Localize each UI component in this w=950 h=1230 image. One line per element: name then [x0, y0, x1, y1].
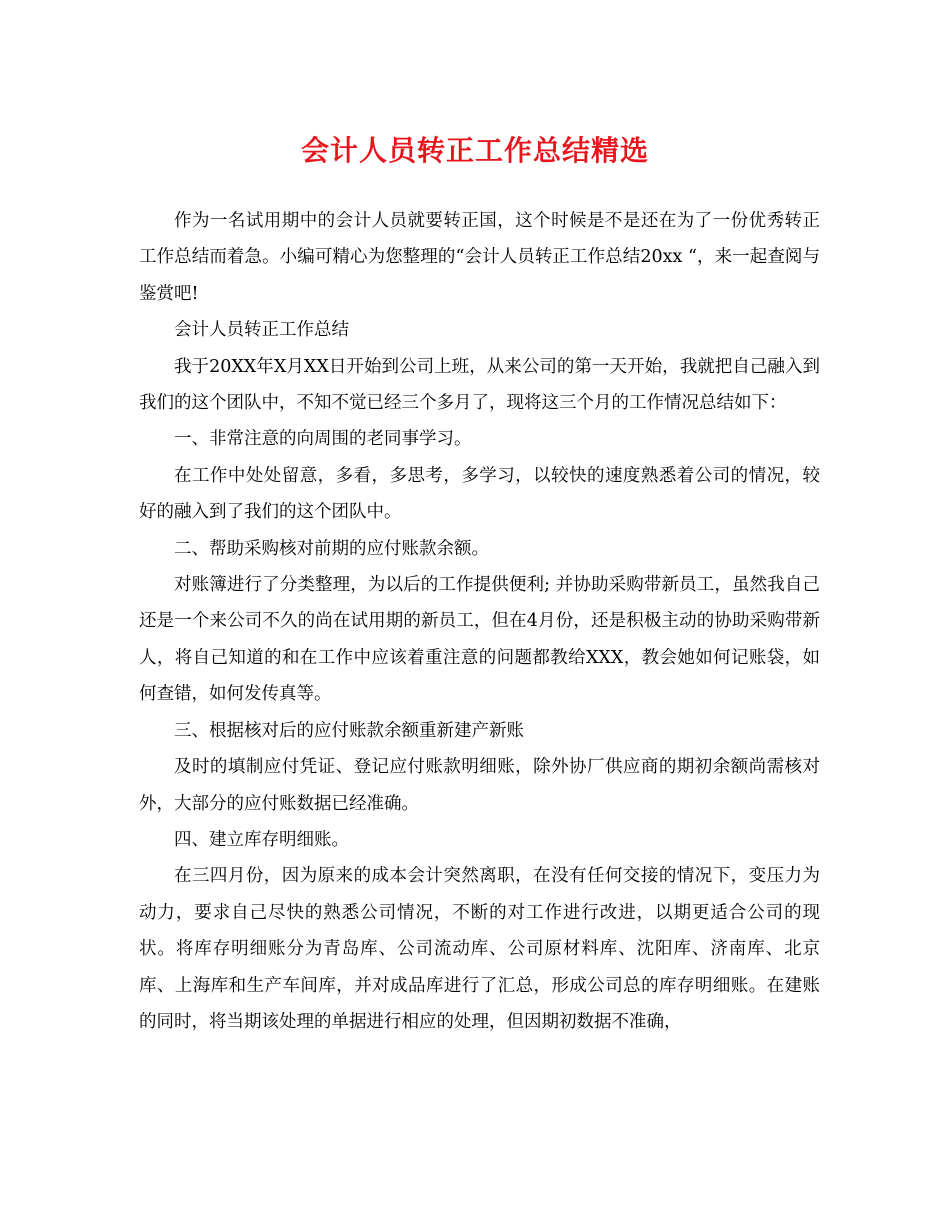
body-paragraph: 我于20XX年X月XX日开始到公司上班，从来公司的第一天开始，我就把自己融入到我们的这个团队中，不知不觉已经三个多月了，现将这三个月的工作情况总结如下： — [139, 356, 820, 414]
item-heading-3: 三、根据核对后的应付账款余额重新建产新账 — [174, 720, 524, 741]
body-paragraph: 在工作中处处留意，多看，多思考，多学习，以较快的速度熟悉着公司的情况，较好的融入到了我们的这个团队中。 — [139, 465, 820, 523]
section-heading: 会计人员转正工作总结 — [174, 320, 349, 341]
item-heading-2: 二、帮助采购核对前期的应付账款余额。 — [174, 538, 489, 559]
intro-paragraph: 作为一名试用期中的会计人员就要转正国，这个时候是不是还在为了一份优秀转正工作总结而着急。小编可精心为您整理的“会计人员转正工作总结20xx “，来一起查阅与鉴赏吧! — [139, 211, 820, 304]
body-paragraph: 对账簿进行了分类整理，为以后的工作提供便利; 并协助采购带新员工，虽然我自己还是一个来公司不久的尚在试用期的新员工，但在4月份，还是积极主动的协助采购带新人，将自己知道的和在工作中应该着重注意的问题都教给XXX，教会她如何记账袋，如何查错，如何发传真等。 — [139, 575, 820, 705]
body-paragraph: 在三四月份，因为原来的成本会计突然离职，在没有任何交接的情况下，变压力为动力，要求自己尽快的熟悉公司情况，不断的对工作进行改进，以期更适合公司的现状。将库存明细账分为青岛库、公司流动库、公司原材料库、沈阳库、济南库、北京库、上海库和生产车间库，并对成品库进行了汇总，形成公司总的库存明细账。在建账的同时，将当期该处理的单据进行相应的处理，但因期初数据不准确， — [139, 866, 820, 1032]
item-heading-1: 一、非常注意的向周围的老同事学习。 — [174, 429, 472, 450]
item-heading-4: 四、建立库存明细账。 — [174, 829, 349, 850]
document-body — [139, 203, 820, 1040]
document-title: 会计人员转正工作总结精选 — [300, 134, 649, 167]
body-paragraph: 及时的填制应付凭证、登记应付账款明细账，除外协厂供应商的期初余额尚需核对外，大部分的应付账数据已经准确。 — [139, 757, 820, 814]
